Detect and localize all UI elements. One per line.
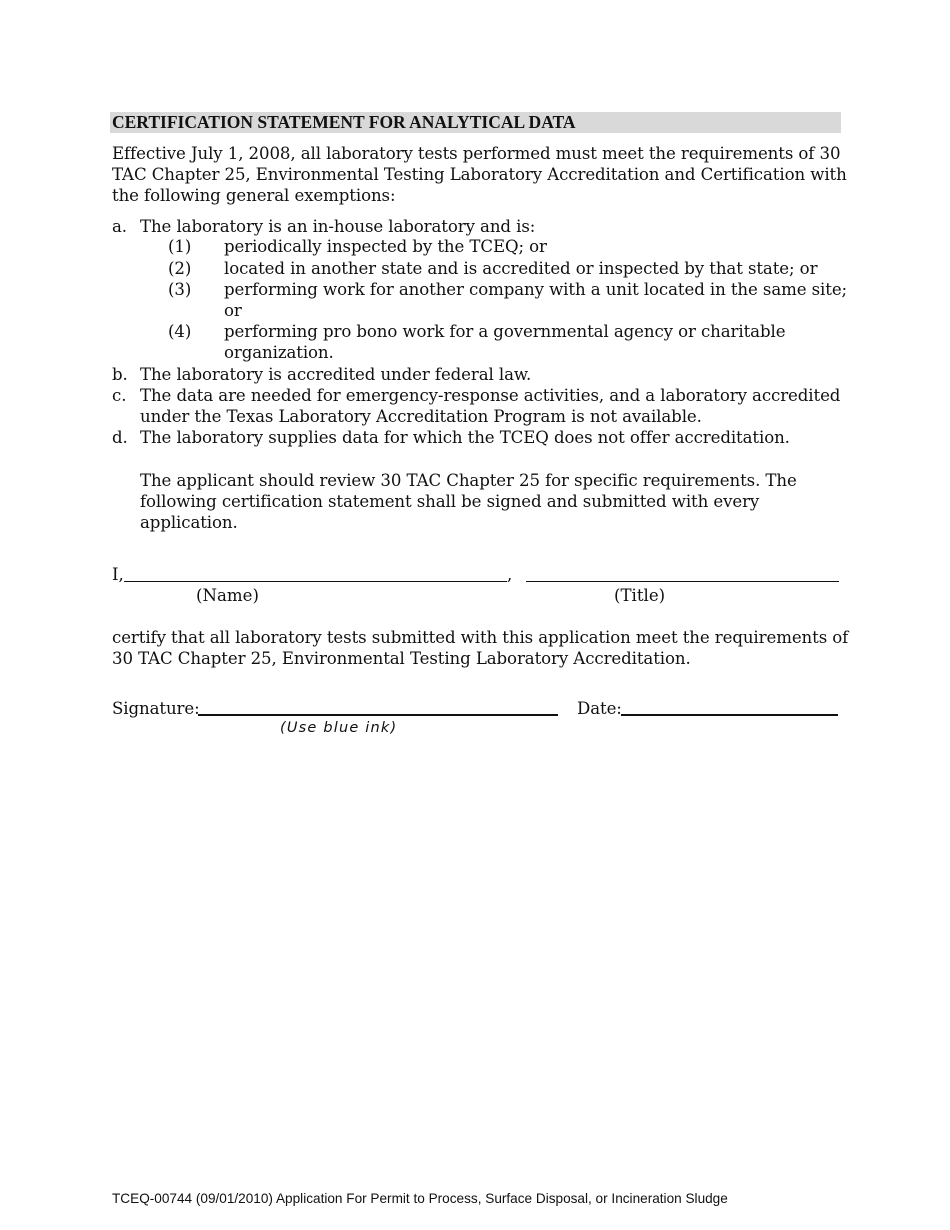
sub-item-1-text: periodically inspected by the TCEQ; or (224, 237, 547, 256)
signature-field[interactable] (198, 714, 558, 716)
intro-line-1: Effective July 1, 2008, all laboratory tests performed must meet the requirements of 30 (112, 144, 841, 163)
review-note-line-3: application. (140, 513, 238, 532)
blue-ink-note: (Use blue ink) (280, 720, 398, 736)
section-heading: CERTIFICATION STATEMENT FOR ANALYTICAL DATA (110, 112, 841, 133)
name-title-separator: , (507, 565, 513, 584)
certify-line-1: certify that all laboratory tests submitted with this application meet the requirements of (112, 628, 849, 647)
title-field[interactable] (526, 581, 839, 582)
exemption-c-text-line-1: The data are needed for emergency-response activities, and a laboratory accredited (140, 386, 841, 405)
exemption-c-text-line-2: under the Texas Laboratory Accreditation Program is not available. (140, 407, 702, 426)
sub-item-4-marker: (4) (168, 322, 192, 341)
exemption-b-marker: b. (112, 365, 128, 384)
intro-line-3: the following general exemptions: (112, 186, 396, 205)
exemption-a-marker: a. (112, 217, 127, 236)
sub-item-4-text-line-2: organization. (224, 343, 334, 362)
sub-item-3-text-line-2: or (224, 301, 242, 320)
certify-line-2: 30 TAC Chapter 25, Environmental Testing Laboratory Accreditation. (112, 649, 691, 668)
sub-item-3-text-line-1: performing work for another company with a unit located in the same site; (224, 280, 848, 299)
exemption-d-text: The laboratory supplies data for which the TCEQ does not offer accreditation. (140, 428, 790, 447)
date-label: Date: (577, 699, 622, 718)
form-footer: TCEQ-00744 (09/01/2010) Application For Permit to Process, Surface Disposal, or Incineration Sludge (112, 1191, 728, 1206)
signature-label: Signature: (112, 699, 200, 718)
sub-item-4-text-line-1: performing pro bono work for a governmental agency or charitable (224, 322, 786, 341)
exemption-c-marker: c. (112, 386, 127, 405)
exemption-b-text: The laboratory is accredited under federal law. (140, 365, 532, 384)
intro-line-2: TAC Chapter 25, Environmental Testing Laboratory Accreditation and Certification with (112, 165, 847, 184)
name-prefix: I, (112, 565, 124, 584)
review-note-line-1: The applicant should review 30 TAC Chapter 25 for specific requirements. The (140, 471, 797, 490)
review-note-line-2: following certification statement shall be signed and submitted with every (140, 492, 760, 511)
exemption-a-text: The laboratory is an in-house laboratory and is: (140, 217, 536, 236)
name-caption: (Name) (196, 586, 259, 605)
date-field[interactable] (621, 714, 838, 716)
sub-item-3-marker: (3) (168, 280, 192, 299)
name-field[interactable] (124, 581, 507, 582)
title-caption: (Title) (614, 586, 666, 605)
exemption-d-marker: d. (112, 428, 128, 447)
sub-item-1-marker: (1) (168, 237, 192, 256)
sub-item-2-marker: (2) (168, 259, 192, 278)
sub-item-2-text: located in another state and is accredited or inspected by that state; or (224, 259, 818, 278)
